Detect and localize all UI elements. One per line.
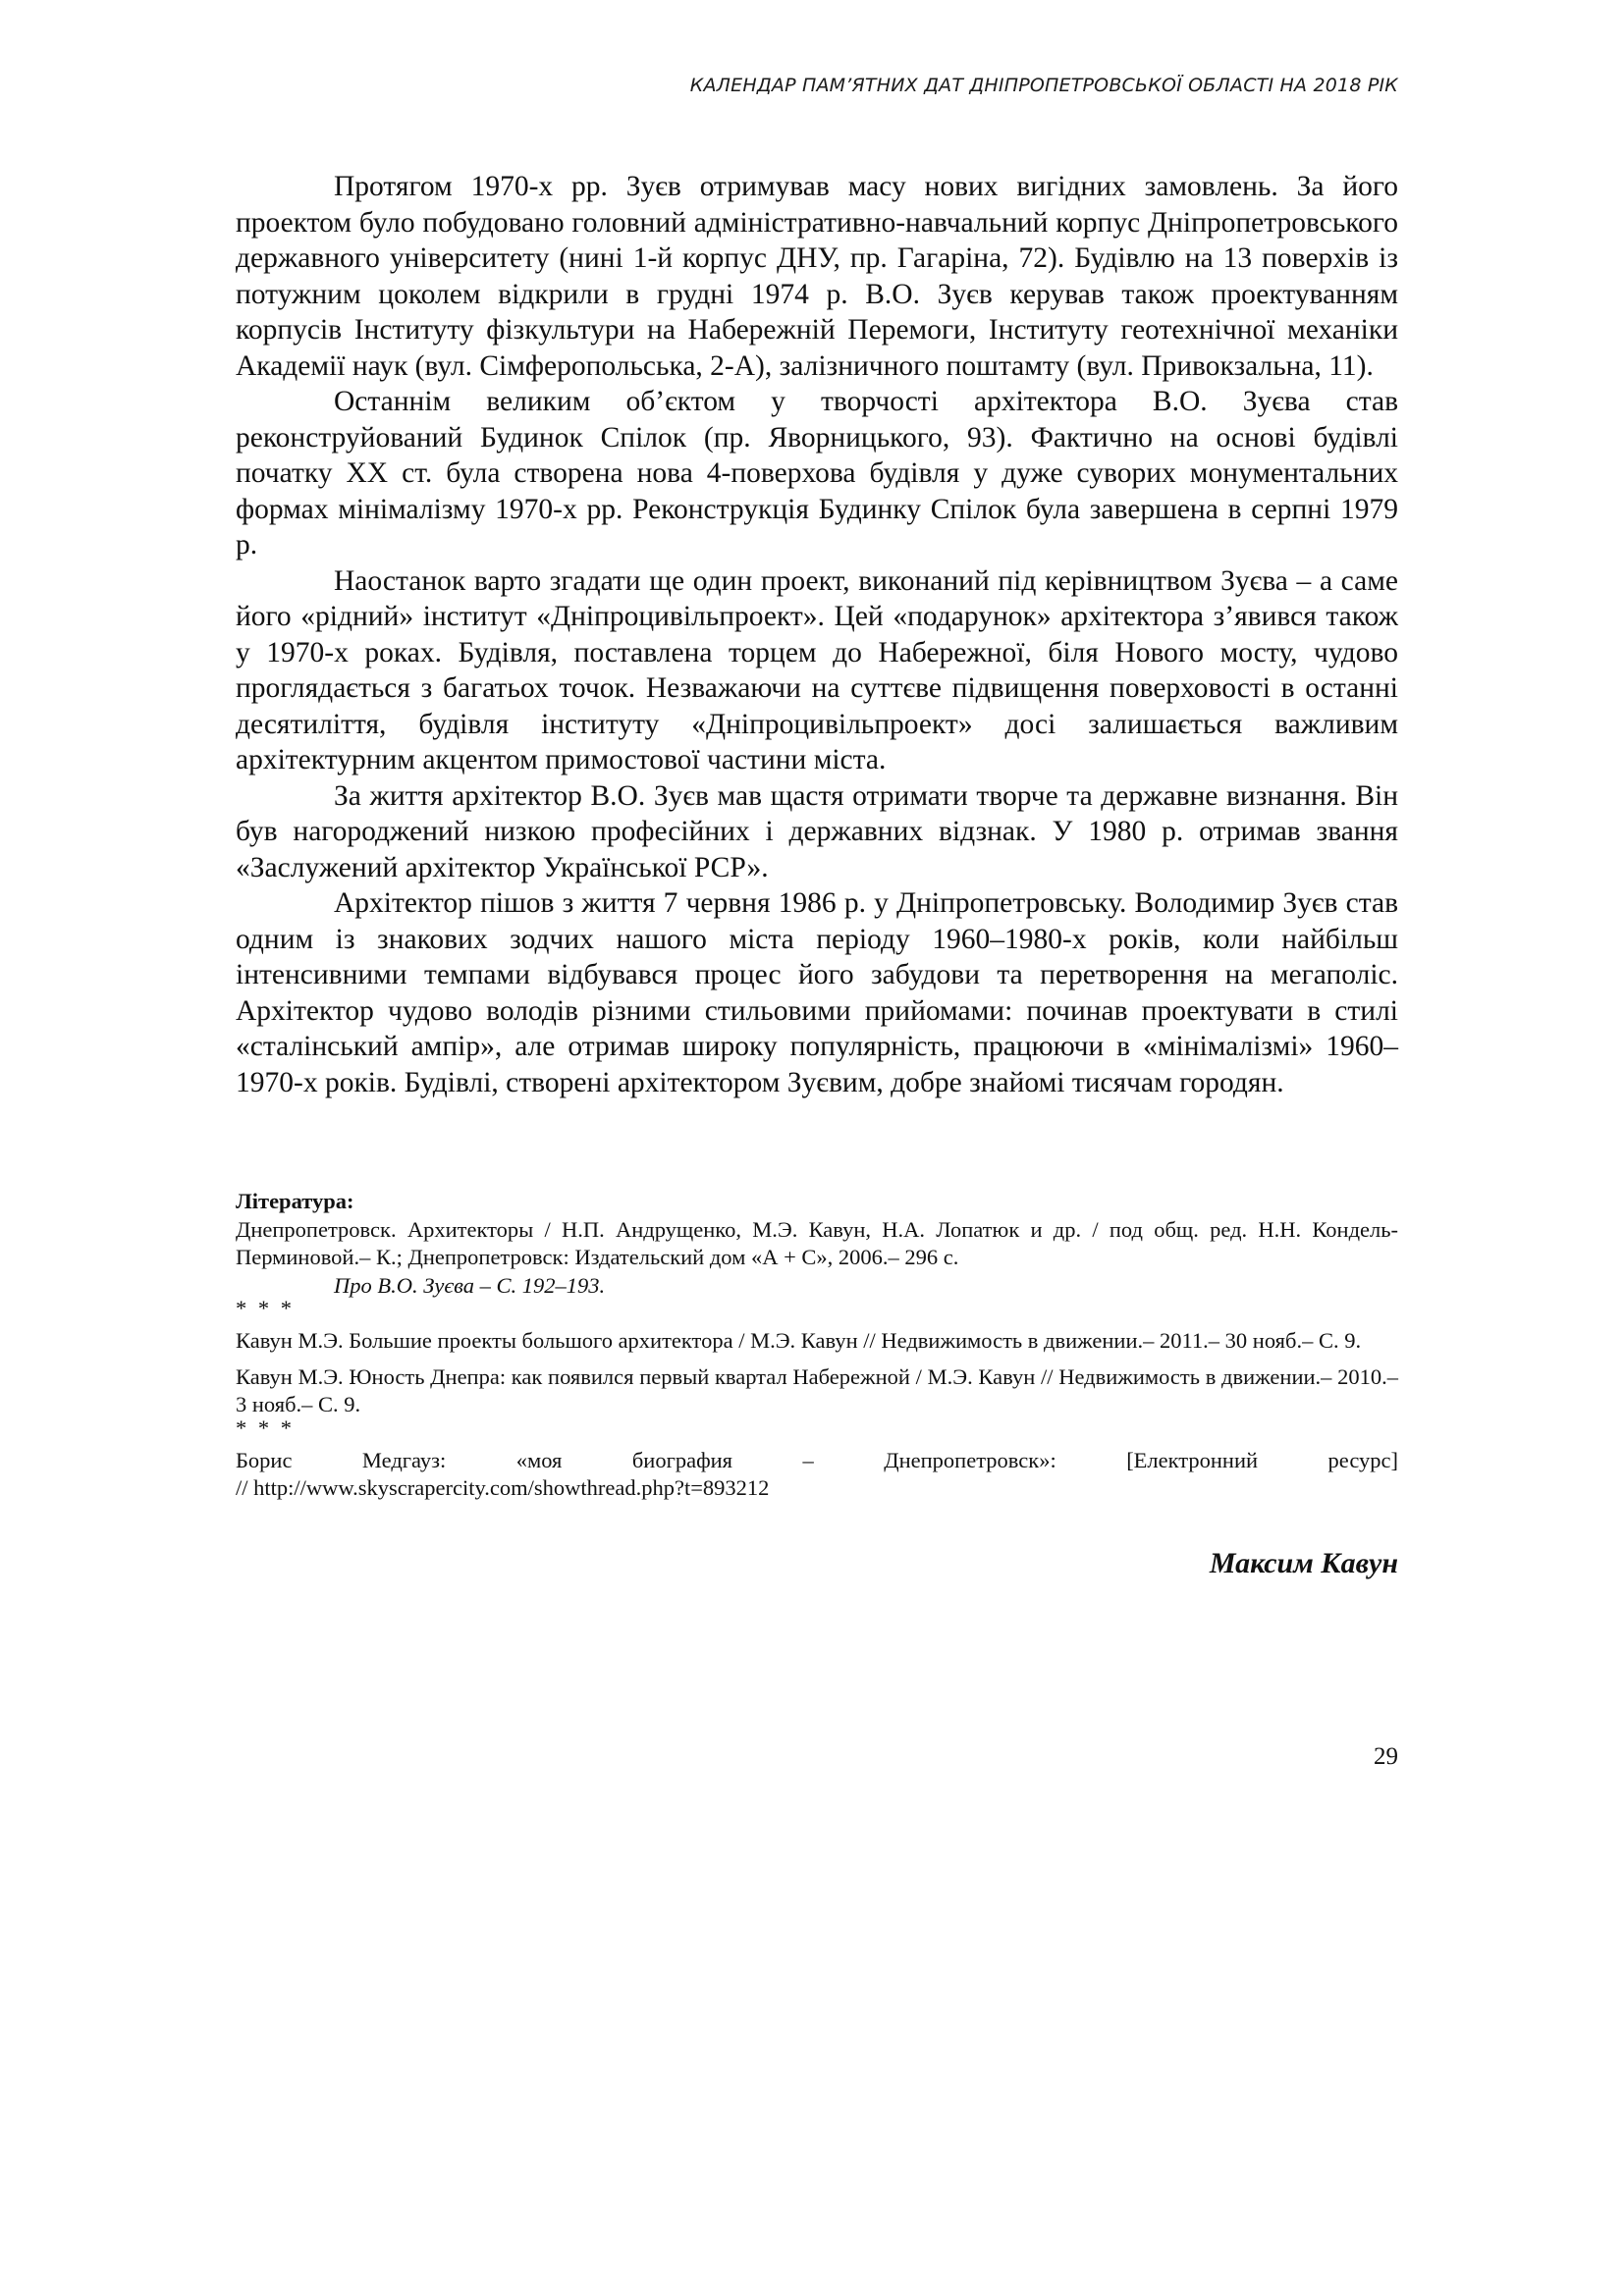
- reference-item: Кавун М.Э. Большие проекты большого архитектора / М.Э. Кавун // Недвижимость в движении.– 2011.– 30 нояб.– С. 9.: [236, 1328, 1362, 1353]
- reference-separator: * * *: [236, 1415, 295, 1440]
- article-body: [236, 169, 1398, 1100]
- reference-url[interactable]: // http://www.skyscrapercity.com/showthread.php?t=893212: [236, 1475, 770, 1500]
- page-number: 29: [1374, 1743, 1398, 1770]
- paragraph: За життя архітектор В.О. Зуєв мав щастя отримати творче та державне визнання. Він був нагороджений низкою професійних і державних відзнак. У 1980 р. отримав звання «Заслужений архітектор Української РСР».: [236, 779, 1398, 883]
- reference-item: Борис Медгауз: «моя биография – Днепропетровск»: [Електронний ресурс]: [236, 1447, 1398, 1472]
- paragraph: Архітектор пішов з життя 7 червня 1986 р. у Дніпропетровську. Володимир Зуєв став одним із знакових зодчих нашого міста періоду 1960–1980-х років, коли найбільш інтенсивними темпами відбувався процес його забудови та перетворення на мегаполіс. Архітектор чудово володів різними стильовими прийомами: починав проектувати в стилі «сталінський ампір», але отримав широку популярність, працюючи в «мінімалізмі» 1960–1970-х років. Будівлі, створені архітектором Зуєвим, добре знайомі тисячам городян.: [236, 887, 1398, 1098]
- paragraph: Протягом 1970-х рр. Зуєв отримував масу нових вигідних замовлень. За його проектом було побудовано головний адміністративно-навчальний корпус Дніпропетровського державного університету (нині 1-й корпус ДНУ, пр. Гагаріна, 72). Будівлю на 13 поверхів із потужним цоколем відкрили в грудні 1974 р. В.О. Зуєв керував також проектуванням корпусів Інституту фізкультури на Набережній Перемоги, Інституту геотехнічної механіки Академії наук (вул. Сімферопольська, 2-А), залізничного поштамту (вул. Привокзальна, 11).: [236, 171, 1398, 382]
- paragraph: Наостанок варто згадати ще один проект, виконаний під керівництвом Зуєва – а саме його «рідний» інститут «Дніпроцивільпроект». Цей «подарунок» архітектора з’явився також у 1970-х роках. Будівля, поставлена торцем до Набережної, біля Нового мосту, чудово проглядається з багатьох точок. Незважаючи на суттєве підвищення поверховості в останні десятиліття, будівля інституту «Дніпроцивільпроект» досі залишається важливим архітектурним акцентом примостової частини міста.: [236, 564, 1398, 775]
- paragraph: Останнім великим об’єктом у творчості архітектора В.О. Зуєва став реконструйований Будинок Спілок (пр. Яворницького, 93). Фактично на основі будівлі початку ХХ ст. була створена нова 4-поверхова будівля у дуже суворих монументальних формах мінімалізму 1970-х рр. Реконструкція Будинку Спілок була завершена в серпні 1979 р.: [236, 386, 1398, 561]
- reference-item: Днепропетровск. Архитекторы / Н.П. Андрущенко, М.Э. Кавун, Н.А. Лопатюк и др. / под общ. ред. Н.Н. Кондель-Перминовой.– К.; Днепропетровск: Издательский дом «А + С», 2006.– 296 с.: [236, 1216, 1398, 1269]
- author-signature: Максим Кавун: [1209, 1547, 1398, 1579]
- reference-separator: * * *: [236, 1296, 295, 1320]
- reference-note: Про В.О. Зуєва – С. 192–193.: [334, 1272, 606, 1298]
- references-heading: Література:: [236, 1189, 354, 1213]
- reference-item: Кавун М.Э. Юность Днепра: как появился первый квартал Набережной / М.Э. Кавун // Недвижимость в движении.– 2010.– 3 нояб.– С. 9.: [236, 1363, 1398, 1416]
- references-section: [236, 1188, 1398, 1503]
- running-header: КАЛЕНДАР ПАМ’ЯТНИХ ДАТ ДНІПРОПЕТРОВСЬКОЇ ОБЛАСТІ НА 2018 РІК: [689, 75, 1398, 96]
